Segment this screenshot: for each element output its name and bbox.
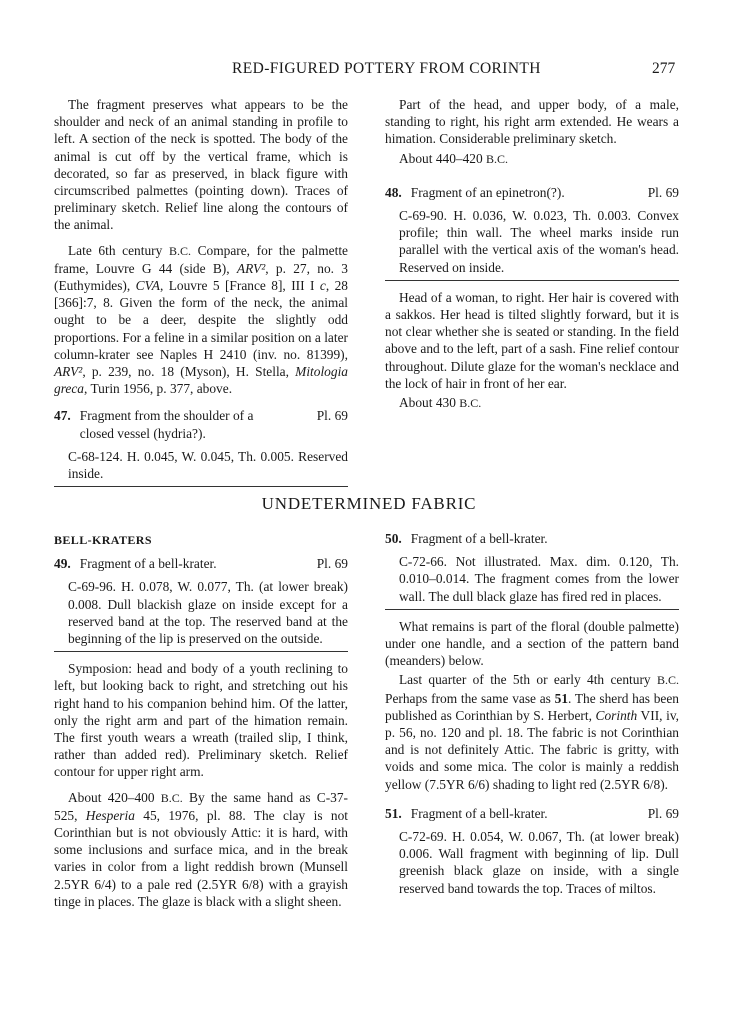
entry-number: 47. xyxy=(54,408,71,424)
running-header xyxy=(0,60,738,82)
paragraph-date-comparison: Late 6th century B.C. Compare, for the palmette frame, Louvre G 44 (side B), ARV², p. 27, no. 3 (Euthymides), CVA, Louvre 5 [France 8], III I c, 28 [366]:7, 8. Given the form of the neck, the animal ought to be a deer, despite the slightly odd proportions. For a feline in a similar position on a later column-krater see Naples H 2410 (inv. no. 81399), ARV², p. 239, no. 18 (Myson), H. Stella, Mitologia greca, Turin 1956, p. 377, above. xyxy=(54,242,349,397)
paragraph-woman-head: Head of a woman, to right. Her hair is covered with a sakkos. Her head is tilted slightly forward, but it is not clear whether she is seated or standing. In the field above and to the left, part of a sash. Fine relief contour throughout. Dilute glaze for the woman's necklace and the lock of hair in front of her ear. xyxy=(385,289,679,391)
entry-number: 50. xyxy=(385,531,402,546)
date-line-1: About 440–420 B.C. xyxy=(399,150,509,166)
catalogue-entry-49 xyxy=(54,555,348,572)
entry-48-description: C-69-90. H. 0.036, W. 0.023, Th. 0.003. Convex profile; thin wall. The wheel marks inside run parallel with the vertical axis of the woman's head. Reserved on inside. xyxy=(385,207,679,281)
catalogue-entry-48 xyxy=(385,184,679,201)
left-column-top xyxy=(54,96,348,495)
paragraph-animal-description: The fragment preserves what appears to be the shoulder and neck of an animal standing in profile to left. A section of the neck is spotted. The body of the animal is cut off by the vertical frame, which is decorated, so far as preserved, in black figure with circumscribed palmettes (pointing down). Traces of preliminary sketch. Relief line along the contours of the animal. xyxy=(54,97,348,233)
paragraph-symposion: Symposion: head and body of a youth reclining to left, but looking back to right, and stretching out his right hand to his companion behind him. Of the latter, only the right arm and part of the himation remain. The first youth wears a wreath (trailed slip, I think, rather than added red). Preliminary sketch. Relief contour for upper right arm. xyxy=(54,661,348,780)
entry-51-description: C-72-69. H. 0.054, W. 0.067, Th. (at lower break) 0.006. Wall fragment with beginning of lip. Dull greenish black glaze on inside, with a single reserved band towards the top. Traces of miltos. xyxy=(399,829,679,896)
catalogue-entry-47 xyxy=(54,407,348,441)
paragraph-date-clay: About 420–400 B.C. By the same hand as C-37-525, Hesperia 45, 1976, pl. 88. The clay is not Corinthian but is not obviously Attic: it is hard, with some inclusions and surface mica, and in the break varies in color from a light reddish brown (Munsell 2.5YR 6/4) to a pale red (2.5YR 6/8) with a grayish tinge in places. The glaze is black with a slight sheen. xyxy=(54,789,349,909)
entry-title: Fragment from the shoulder of a closed vessel (hydria?). xyxy=(79,408,254,441)
right-column-top xyxy=(385,96,679,412)
paragraph-male-figure: Part of the head, and upper body, of a male, standing to right, his right arm extended. He wears a himation. Considerable preliminary sketch. xyxy=(385,97,679,147)
section-heading: UNDETERMINED FABRIC xyxy=(261,494,477,513)
entry-title: Fragment of a bell-krater. xyxy=(410,805,548,821)
running-title: RED-FIGURED POTTERY FROM CORINTH xyxy=(232,60,541,77)
plate-reference: Pl. 69 xyxy=(647,805,679,821)
catalogue-entry-51 xyxy=(385,805,679,822)
date-line-2: About 430 B.C. xyxy=(399,395,482,411)
entry-number: 48. xyxy=(385,184,402,200)
right-column-bottom xyxy=(385,530,679,909)
plate-reference: Pl. 69 xyxy=(316,556,348,572)
plate-reference: Pl. 69 xyxy=(316,408,348,424)
entry-title: Fragment of an epinetron(?). xyxy=(410,184,565,200)
entry-47-description: C-68-124. H. 0.045, W. 0.045, Th. 0.005. Reserved inside. xyxy=(54,448,348,487)
entry-number: 51. xyxy=(385,805,402,821)
entry-50-description: C-72-66. Not illustrated. Max. dim. 0.120, Th. 0.010–0.014. The fragment comes from the lower wall. The dull black glaze has fired red in places. xyxy=(385,553,679,610)
entry-title: Fragment of a bell-krater. xyxy=(410,531,548,546)
left-column-bottom xyxy=(54,530,348,910)
entry-number: 49. xyxy=(54,556,71,572)
paragraph-date-fabric: Last quarter of the 5th or early 4th century B.C. Perhaps from the same vase as 51. The sherd has been published as Corinthian by S. Herbert, Corinth VII, iv, p. 56, no. 120 and pl. 18. The fabric is not Corinthian and is not definitely Attic. The fabric is gritty, with voids and some mica. The color is mainly a reddish yellow (7.5YR 6/6) shading to light red (2.5YR 6/8). xyxy=(385,672,679,792)
plate-reference: Pl. 69 xyxy=(647,184,679,200)
page-number: 277 xyxy=(652,60,676,77)
entry-49-description: C-69-96. H. 0.078, W. 0.077, Th. (at lower break) 0.008. Dull blackish glaze on inside except for a reserved band at the top. The reserved band at the beginning of the lip is preserved on the outside. xyxy=(54,578,348,652)
subheading-bell-kraters: BELL-KRATERS xyxy=(54,533,152,547)
entry-title: Fragment of a bell-krater. xyxy=(79,556,217,572)
catalogue-entry-50 xyxy=(385,530,679,547)
paragraph-floral: What remains is part of the floral (double palmette) under one handle, and a section of the pattern band (meanders) below. xyxy=(385,618,679,669)
